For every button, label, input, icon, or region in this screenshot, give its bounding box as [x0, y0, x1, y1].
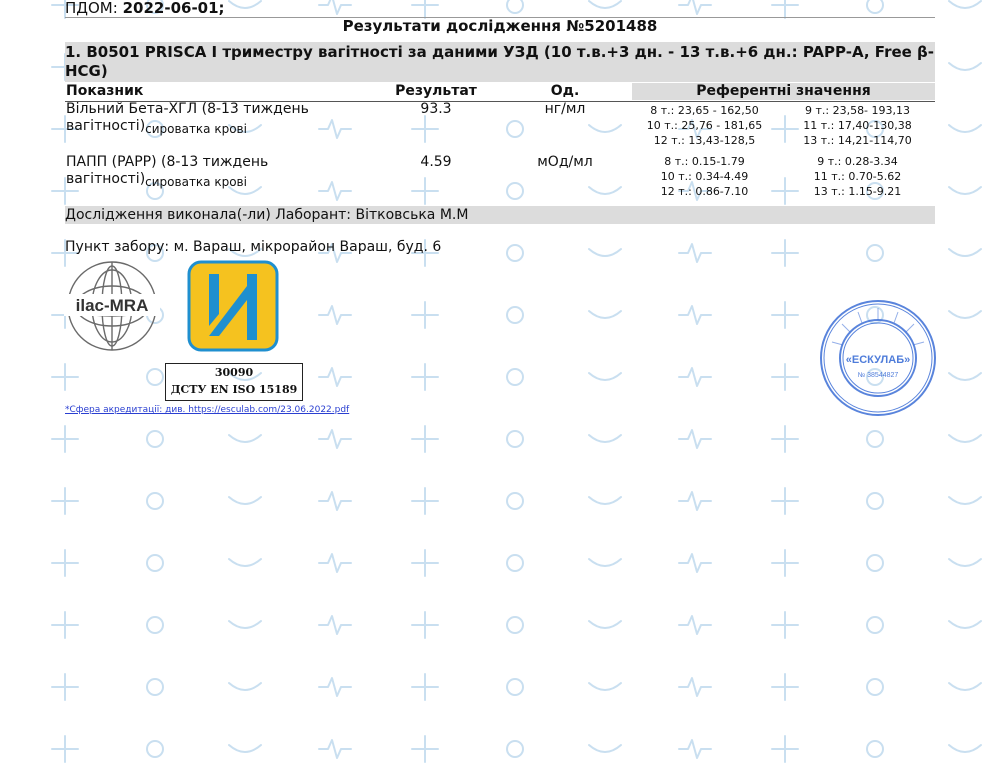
column-header-unit: Од.: [500, 83, 630, 100]
column-header-result: Результат: [362, 83, 510, 100]
ilac-mra-logo: [62, 258, 162, 354]
unit-value: мОд/мл: [537, 154, 593, 170]
svg-text:№ 38544827: № 38544827: [857, 372, 899, 379]
column-header-reference: Референтні значення: [632, 83, 935, 100]
pdom-label: ПДОМ:: [65, 0, 118, 17]
svg-text:ilac-MRA: ilac-MRA: [75, 296, 149, 315]
pdom-date: 2022-06-01;: [122, 0, 225, 17]
column-header-indicator: Показник: [66, 83, 326, 100]
table-row-name: ПАПП (PAPP) (8-13 тиждень вагітності)сироватка крові: [66, 154, 269, 189]
dstu-certificate: 30090 ДСТУ EN ISO 15189: [165, 363, 303, 401]
specimen-label: сироватка крові: [145, 175, 247, 189]
reference-left: 8 т.: 23,65 - 162,50 10 т.: 25,76 - 181,65 12 т.: 13,43-128,5: [646, 104, 763, 147]
test-heading: 1. B0501 PRISCA I триместру вагітності за даними УЗД (10 т.в.+3 дн. - 13 т.в.+6 дн.: PAPP-A, Free β-HCG): [65, 43, 935, 80]
report-title: Результати дослідження №5201488: [342, 17, 658, 35]
unit-value: нг/мл: [544, 101, 586, 117]
reference-right: 9 т.: 23,58- 193,13 11 т.: 17,40-130,38 13 т.: 14,21-114,70: [803, 104, 912, 147]
result-value: 93.3: [420, 101, 452, 117]
reference-left: 8 т.: 0.15-1.79 10 т.: 0.34-4.49 12 т.: 0.86-7.10: [660, 155, 749, 198]
stamp-seal: [817, 297, 939, 419]
reference-right: 9 т.: 0.28-3.34 11 т.: 0.70-5.62 13 т.: 1.15-9.21: [813, 155, 902, 198]
svg-text:«ЕСКУЛАБ»: «ЕСКУЛАБ»: [845, 354, 911, 366]
result-value: 4.59: [420, 154, 452, 170]
table-row-name: Вільний Бета-ХГЛ (8-13 тиждень вагітності)сироватка крові: [66, 101, 309, 136]
pdom-line: [65, 0, 225, 17]
collection-point: Пункт забору: м. Вараш, мікрорайон Вараш, буд. 6: [65, 239, 442, 255]
accreditation-link[interactable]: *Сфера акредитації: див. https://esculab.com/23.06.2022.pdf: [65, 405, 350, 415]
performed-by: Дослідження виконала(-ли) Лаборант: Вітковська М.М: [65, 206, 935, 224]
accreditation-logo: [187, 260, 279, 352]
specimen-label: сироватка крові: [145, 122, 247, 136]
